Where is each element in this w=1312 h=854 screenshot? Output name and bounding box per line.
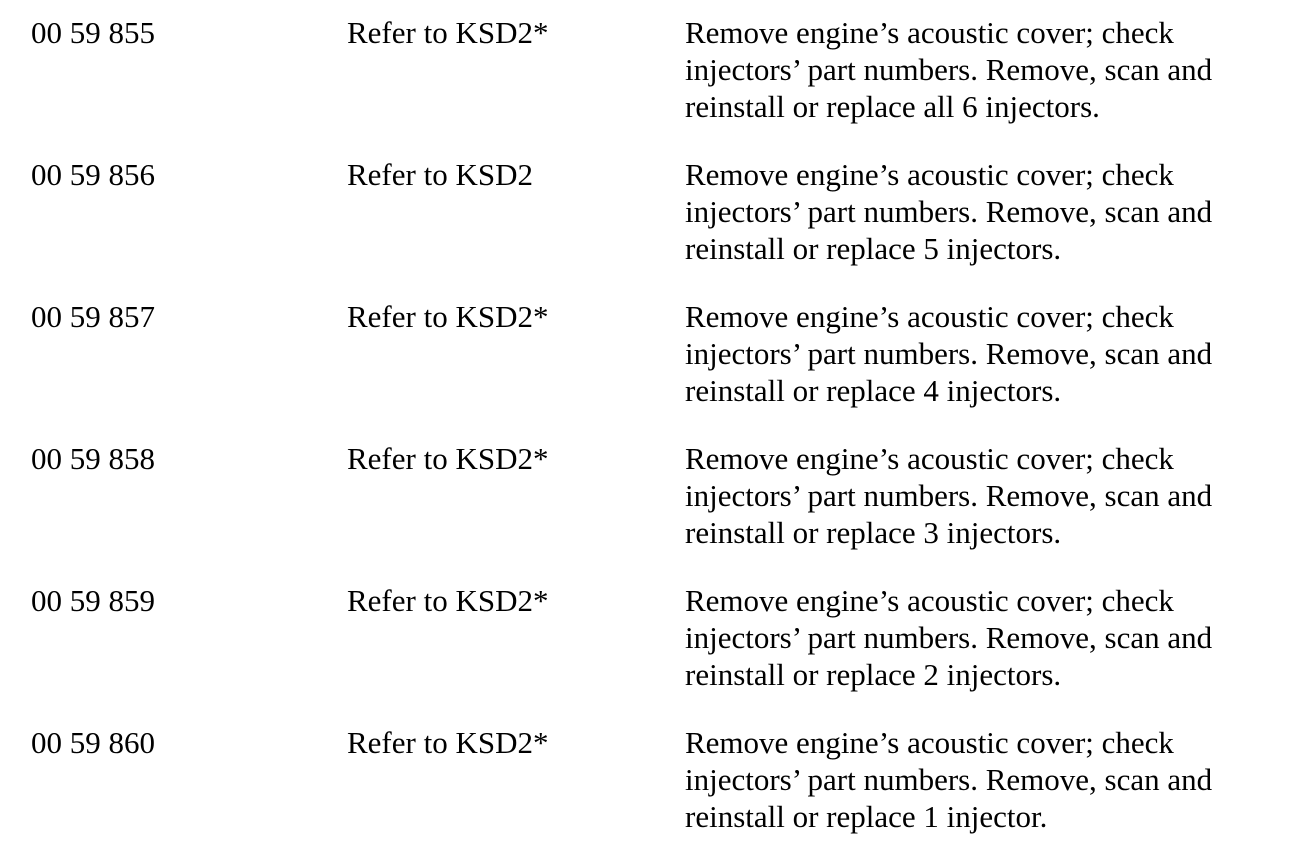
action-line: injectors’ part numbers. Remove, scan and [685,762,1213,797]
reference-cell: Refer to KSD2* [347,15,549,50]
table-row [0,0,1312,142]
action-line: reinstall or replace 3 injectors. [685,515,1062,550]
action-line: Remove engine’s acoustic cover; check [685,299,1174,334]
action-line: injectors’ part numbers. Remove, scan and [685,336,1213,371]
code-cell: 00 59 857 [31,299,155,334]
table-row [0,284,1312,426]
code-cell: 00 59 860 [31,725,155,760]
action-cell [685,440,1305,551]
reference-cell: Refer to KSD2* [347,725,549,760]
action-line: injectors’ part numbers. Remove, scan and [685,478,1213,513]
action-line: injectors’ part numbers. Remove, scan and [685,52,1213,87]
action-line: Remove engine’s acoustic cover; check [685,157,1174,192]
action-cell [685,582,1305,693]
action-line: reinstall or replace 1 injector. [685,799,1048,834]
action-cell [685,14,1305,125]
action-line: reinstall or replace 5 injectors. [685,231,1062,266]
action-cell [685,724,1305,835]
code-cell: 00 59 858 [31,441,155,476]
action-line: reinstall or replace 2 injectors. [685,657,1062,692]
code-cell: 00 59 859 [31,583,155,618]
code-cell: 00 59 855 [31,15,155,50]
action-line: injectors’ part numbers. Remove, scan and [685,620,1213,655]
reference-cell: Refer to KSD2 [347,157,533,192]
table-row [0,426,1312,568]
action-line: Remove engine’s acoustic cover; check [685,725,1174,760]
code-cell: 00 59 856 [31,157,155,192]
table-row [0,710,1312,852]
action-cell [685,298,1305,409]
table-row [0,568,1312,710]
action-line: Remove engine’s acoustic cover; check [685,15,1174,50]
action-cell [685,156,1305,267]
reference-cell: Refer to KSD2* [347,583,549,618]
reference-cell: Refer to KSD2* [347,441,549,476]
action-line: injectors’ part numbers. Remove, scan and [685,194,1213,229]
action-line: reinstall or replace 4 injectors. [685,373,1062,408]
table-row [0,142,1312,284]
action-line: Remove engine’s acoustic cover; check [685,583,1174,618]
reference-cell: Refer to KSD2* [347,299,549,334]
action-line: Remove engine’s acoustic cover; check [685,441,1174,476]
action-line: reinstall or replace all 6 injectors. [685,89,1100,124]
